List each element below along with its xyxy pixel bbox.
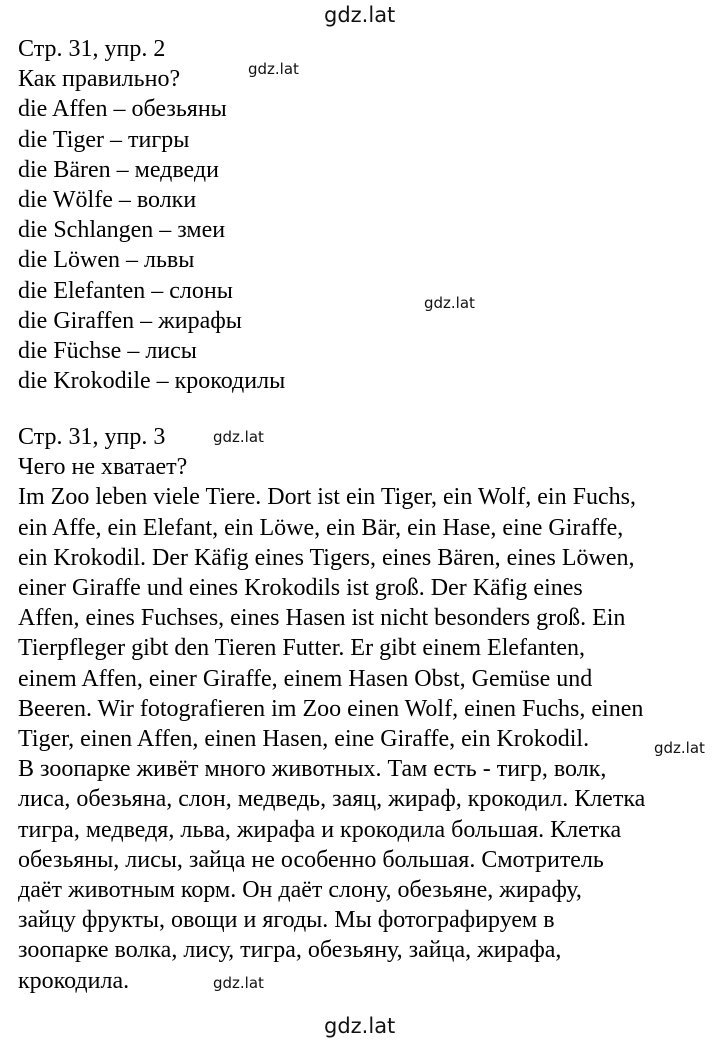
word-line: die Wölfe – волки: [18, 187, 197, 214]
word-line: die Elefanten – слоны: [18, 277, 233, 304]
watermark: gdz.lat: [213, 974, 264, 992]
exercise-3: [18, 422, 645, 996]
watermark: gdz.lat: [424, 294, 475, 312]
word-line: die Füchse – лисы: [18, 338, 197, 365]
german-text-line: ein Krokodil. Der Käfig eines Tigers, eines Bären, eines Löwen,: [18, 544, 635, 571]
watermark-top: gdz.lat: [324, 3, 396, 27]
russian-text-line: В зоопарке живёт много животных. Там есть - тигр, волк,: [18, 756, 607, 783]
russian-text-line: зоопарке волка, лису, тигра, обезьяну, зайца, жирафа,: [18, 937, 562, 964]
russian-text-line: тигра, медведя, льва, жирафа и крокодила большая. Клетка: [18, 816, 622, 843]
german-text-line: einem Affen, einer Giraffe, einem Hasen Obst, Gemüse und: [18, 665, 593, 692]
german-text-line: Affen, eines Fuchses, eines Hasen ist nicht besonders groß. Ein: [18, 605, 626, 632]
russian-text-line: лиса, обезьяна, слон, медведь, заяц, жираф, крокодил. Клетка: [18, 786, 646, 813]
word-line: die Affen – обезьяны: [18, 96, 227, 123]
watermark: gdz.lat: [248, 60, 299, 78]
exercise-question: Как правильно?: [18, 66, 181, 93]
german-text-line: Tiger, einen Affen, einen Hasen, eine Giraffe, ein Krokodil.: [18, 726, 590, 753]
word-line: die Tiger – тигры: [18, 126, 190, 153]
watermark: gdz.lat: [213, 428, 264, 446]
word-line: die Schlangen – змеи: [18, 217, 226, 244]
word-line: die Giraffen – жирафы: [18, 307, 242, 334]
exercise-question: Чего не хватает?: [18, 454, 188, 481]
german-text-line: Tierpfleger gibt den Tieren Futter. Er gibt einem Elefanten,: [18, 635, 585, 662]
word-line: die Bären – медведи: [18, 156, 219, 183]
russian-text-line: даёт животным корм. Он даёт слону, обезьяне, жирафу,: [18, 877, 582, 904]
exercise-heading: Стр. 31, упр. 3: [18, 424, 166, 450]
german-text-line: Beeren. Wir fotografieren im Zoo einen Wolf, einen Fuchs, einen: [18, 695, 644, 722]
german-text-line: ein Affe, ein Elefant, ein Löwe, ein Bär, ein Hase, eine Giraffe,: [18, 514, 624, 541]
exercise-heading: Стр. 31, упр. 2: [18, 36, 166, 62]
russian-text-line: зайцу фрукты, овощи и ягоды. Мы фотографируем в: [18, 907, 555, 934]
german-text-line: einer Giraffe und eines Krokodils ist groß. Der Käfig eines: [18, 575, 583, 602]
german-text-line: Im Zoo leben viele Tiere. Dort ist ein Tiger, ein Wolf, ein Fuchs,: [18, 484, 636, 511]
russian-text-line: крокодила.: [18, 967, 130, 994]
word-line: die Krokodile – крокодилы: [18, 368, 286, 395]
exercise-2: [18, 34, 285, 396]
word-line: die Löwen – львы: [18, 247, 195, 274]
russian-text-line: обезьяны, лисы, зайца не особенно большая. Смотритель: [18, 846, 604, 873]
watermark: gdz.lat: [654, 739, 705, 757]
watermark-bottom: gdz.lat: [324, 1014, 396, 1038]
